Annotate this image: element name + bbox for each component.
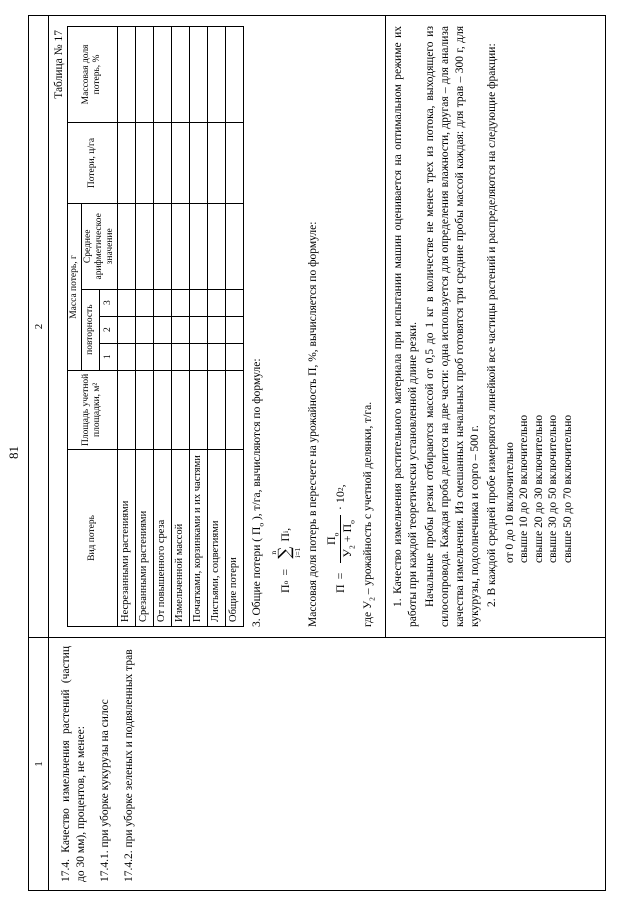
formulas-section [250,26,377,627]
requirement-item-17-4-2: 17.4.2. при уборке зеленых и подвяленных трав [122,649,135,882]
empty-cell [207,289,225,316]
empty-cell [117,370,135,449]
empty-cell [171,343,189,370]
equals-sign: = [333,572,348,580]
methods-section [385,16,575,637]
methods-paragraph-1: 1. Качество измельчения растительного материала при испытании машин оценивается на оптимальном режиме их работы при каждой теоретически установленной длине резки. [392,26,419,627]
col-header-loss-kind: Вид потерь [68,449,118,626]
col-header-mean: Среднее арифметическое значение [81,204,117,289]
empty-cell [153,343,171,370]
empty-cell [225,27,243,123]
table-row [189,27,207,627]
row-label-cell: Срезанными растениями [135,449,153,626]
empty-cell [225,204,243,289]
table-row [135,27,153,627]
fraction-ranges-list [503,26,575,563]
col-header-mass-share: Массовая доля потерь, % [68,27,118,123]
empty-cell [207,316,225,343]
fraction [325,515,357,562]
formula-total-losses: П о = n ∑ i=1 П i , [268,527,303,593]
sum-upper-limit: n [268,550,278,555]
row-label-cell: От повышенного среза [153,449,171,626]
empty-cell [117,204,135,289]
empty-cell [135,204,153,289]
col-header-mass: Масса потерь, г [68,204,82,371]
table-row [207,27,225,627]
empty-cell [153,27,171,123]
empty-cell [135,289,153,316]
empty-cell [135,343,153,370]
sigma-sum-symbol: n ∑ i=1 [268,546,303,559]
empty-cell [171,204,189,289]
losses-table [67,26,244,627]
col-header-plot-area: Площадь учетной площадки, м² [68,370,118,449]
row-label-cell: Листьями, соцветиями [207,449,225,626]
empty-cell [189,122,207,203]
page-columns [49,16,605,890]
table-caption: Таблица № 17 [53,30,65,99]
empty-cell [189,370,207,449]
page-number: 81 [6,446,21,459]
requirements-column [49,637,605,890]
formula-intro-share: Массовая доля потерь в пересчете на урожайность П, %, вычисляется по формуле: [306,221,319,627]
empty-cell [207,343,225,370]
empty-cell [135,316,153,343]
table-row [225,27,243,627]
methods-paragraph-3: 2. В каждой средней пробе измеряются линейкой все частицы растений и распределяются на следующие фракции: [486,43,499,607]
empty-cell [135,27,153,123]
empty-cell [135,122,153,203]
empty-cell [207,204,225,289]
content-frame [28,15,606,891]
empty-cell [189,27,207,123]
empty-cell [153,204,171,289]
empty-cell [189,343,207,370]
table-row [171,27,189,627]
empty-cell [225,289,243,316]
row-label-cell: Початками, корзинками и их частями [189,449,207,626]
empty-cell [153,370,171,449]
empty-cell [153,316,171,343]
empty-cell [225,343,243,370]
empty-cell [171,122,189,203]
empty-cell [207,122,225,203]
empty-cell [153,122,171,203]
requirement-item-17-4-1: 17.4.1. при уборке кукурузы на силос [98,699,111,882]
empty-cell [189,204,207,289]
formula-intro-total: 3. Общие потери ( $П_о$ ), т/га, вычисляются по формуле: [250,358,265,627]
empty-cell [117,289,135,316]
empty-cell [117,122,135,203]
empty-cell [189,316,207,343]
table-row [153,27,171,627]
empty-cell [153,289,171,316]
fraction-range-item: от 0 до 10 включительно [504,442,517,563]
empty-cell [207,27,225,123]
empty-cell [117,316,135,343]
requirement-item-17-4: 17.4. Качество измельчения растений (частиц до 30 мм), процентов, не менее: [60,646,87,882]
empty-cell [171,27,189,123]
methods-paragraph-2: Начальные пробы резки отбираются массой от 0,5 до 1 кг в количестве не менее трех из потока, выходящего из силосопровода. Каждая проба делится на две части: одна используется для определения влажности, другая – для анализа качества измельчения. Из смешанных начальных проб готовятся три средние пробы массой каждая: для трав – 300 г, для кукурузы, подсолнечника и сорго – 500 г. [424,26,481,627]
empty-cell [135,370,153,449]
where-note: где $У_2$ – урожайность с учетной делянки, т/га. [361,401,377,627]
column-numbers-row [29,16,49,890]
empty-cell [117,343,135,370]
fraction-numerator: $П_о$ [323,532,341,546]
fraction-range-item: свыше 10 до 20 включительно [518,414,531,563]
col-header-loss-centner: Потери, ц/га [68,122,118,203]
fraction-denominator: $У_2 + П_о$ [340,515,357,562]
empty-cell [225,122,243,203]
equals-sign: = [277,568,292,576]
empty-cell [207,370,225,449]
empty-cell [117,27,135,123]
empty-cell [171,289,189,316]
header-row-1 [68,27,82,627]
column-number-right: 2 [32,323,45,330]
row-label-cell: Несрезанными растениями [117,449,135,626]
row-label-cell: Общие потери [225,449,243,626]
fraction-range-item: свыше 50 до 70 включительно [561,414,574,563]
empty-cell [225,316,243,343]
empty-cell [171,316,189,343]
row-label-cell: Измельченной массой [171,449,189,626]
formula-mass-share: П = $П_о$ $У_2 + П_о$ · 10 2 , [323,484,357,593]
empty-cell [225,370,243,449]
column-number-left: 1 [29,637,48,890]
methods-column [49,16,605,637]
sum-lower-limit: i=1 [293,547,303,558]
col-header-repetition: повторность [81,289,99,370]
col-header-rep-3: 3 [99,289,117,316]
fraction-range-item: свыше 30 до 50 включительно [547,414,560,563]
table-row [117,27,135,627]
col-header-rep-1: 1 [99,343,117,370]
empty-cell [189,289,207,316]
col-header-rep-2: 2 [99,316,117,343]
fraction-range-item: свыше 20 до 30 включительно [532,414,545,563]
empty-cell [171,370,189,449]
